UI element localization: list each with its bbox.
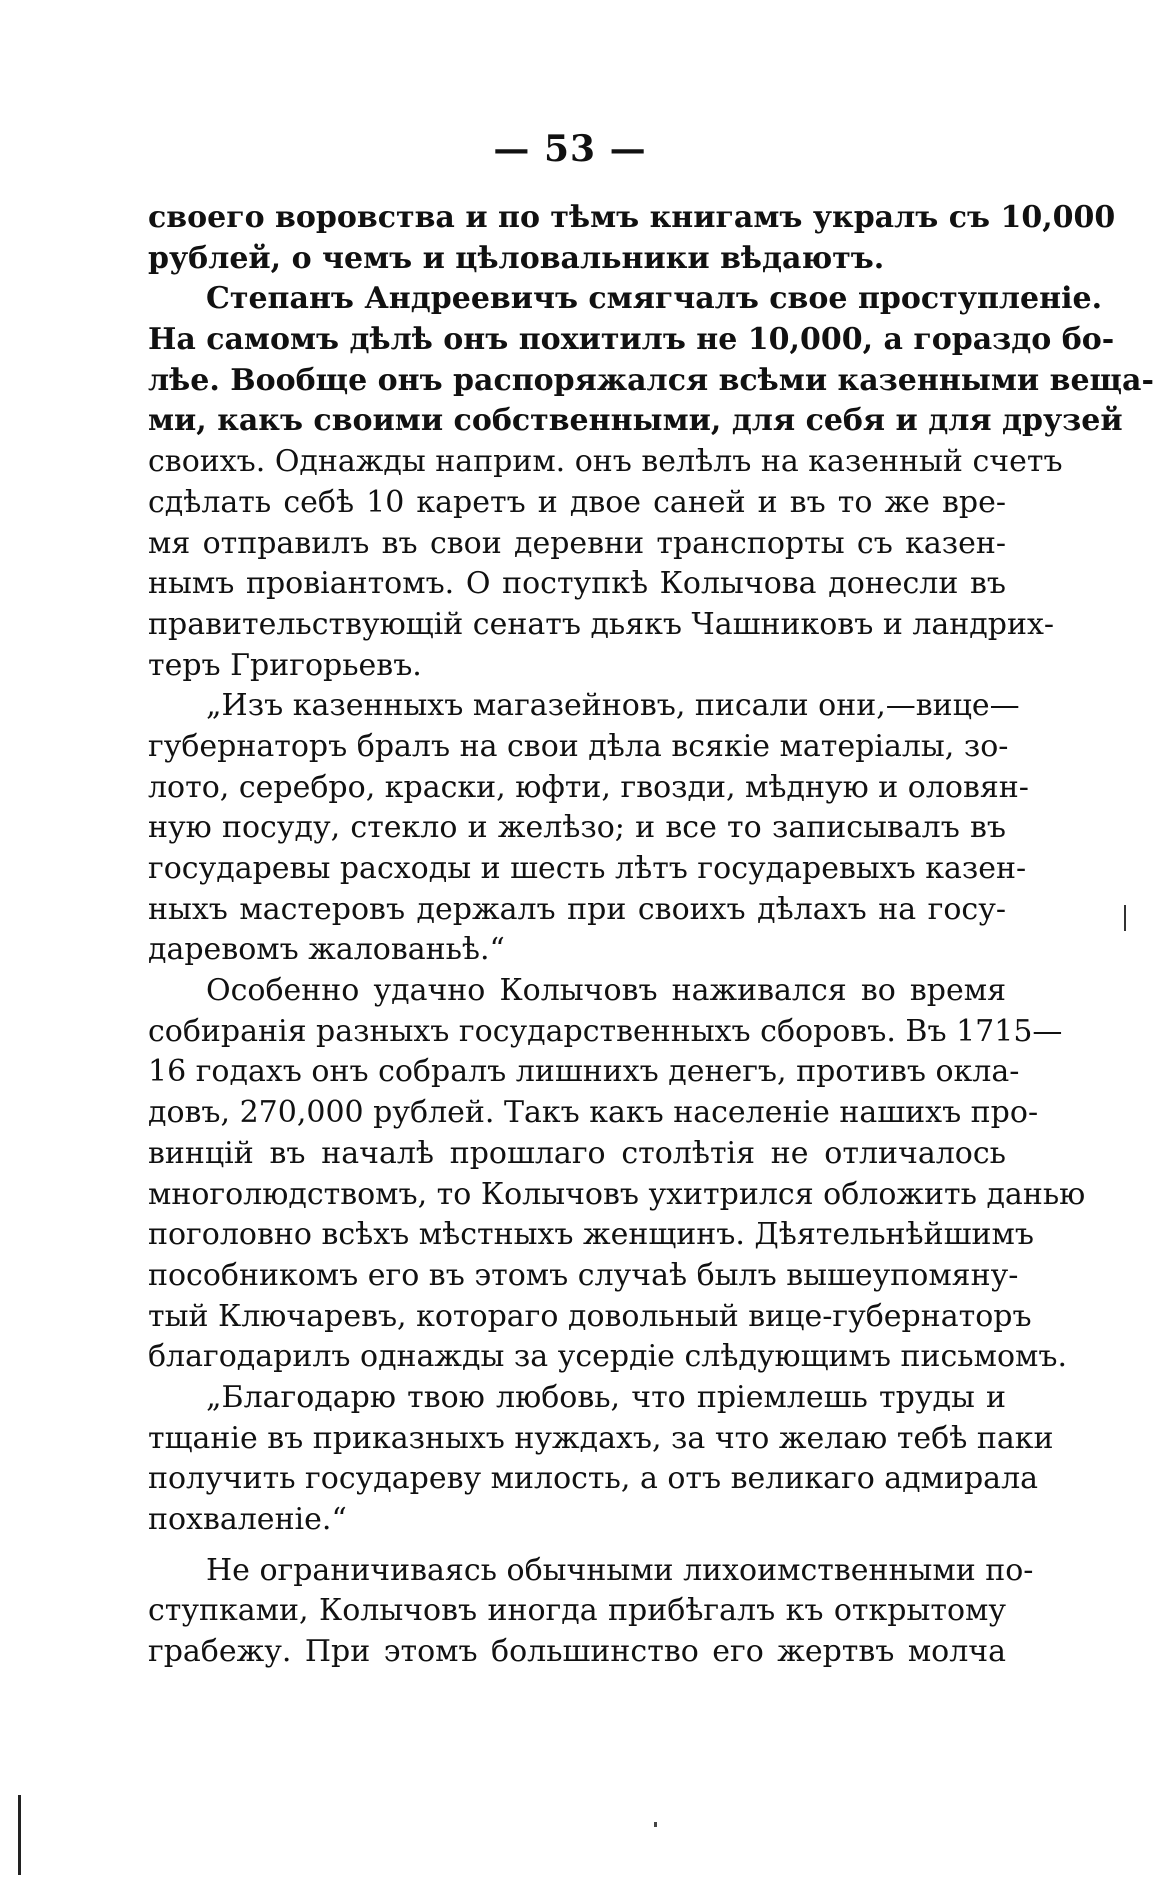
scan-mark bbox=[1124, 905, 1126, 931]
text-line: мя отправилъ въ свои деревни транспорты съ казен- bbox=[148, 525, 1006, 561]
scan-speck bbox=[654, 1822, 657, 1827]
text-line: нымъ провіантомъ. О поступкѣ Колычова донесли въ bbox=[148, 566, 1006, 602]
text-line: тый Ключаревъ, котораго довольный вице-губернаторъ bbox=[148, 1298, 1032, 1334]
text-line: своего воровства и по тѣмъ книгамъ укралъ съ 10,000 bbox=[148, 200, 1116, 235]
text-line: теръ Григорьевъ. bbox=[148, 647, 422, 683]
text-line: сдѣлать себѣ 10 каретъ и двое саней и въ то же вре- bbox=[148, 484, 1006, 520]
text-line: даревомъ жалованьѣ.“ bbox=[148, 932, 505, 968]
text-line: грабежу. При этомъ большинство его жертвъ молча bbox=[148, 1634, 1006, 1670]
body-text bbox=[148, 198, 1154, 1673]
text-line: лѣе. Вообще онъ распоряжался всѣми казенными веща- bbox=[148, 362, 1154, 398]
text-line: лото, серебро, краски, юфти, гвозди, мѣдную и оловян- bbox=[148, 769, 1029, 805]
text-line: ныхъ мастеровъ держалъ при своихъ дѣлахъ на госу- bbox=[148, 891, 1006, 927]
text-line: губернаторъ бралъ на свои дѣла всякіе матеріалы, зо- bbox=[148, 728, 1009, 764]
text-line: пособникомъ его въ этомъ случаѣ былъ вышеупомяну- bbox=[148, 1257, 1019, 1293]
page-number: — 53 — bbox=[493, 128, 647, 170]
text-line: „Благодарю твою любовь, что пріемлешь труды и bbox=[206, 1379, 1006, 1415]
text-line: получить государеву милость, а отъ великаго адмирала bbox=[148, 1461, 1039, 1497]
text-line: многолюдствомъ, то Колычовъ ухитрился обложить данью bbox=[148, 1176, 1086, 1212]
text-line: ступками, Колычовъ иногда прибѣгалъ къ открытому bbox=[148, 1593, 1006, 1629]
text-line: поголовно всѣхъ мѣстныхъ женщинъ. Дѣятельнѣйшимъ bbox=[148, 1217, 1034, 1253]
text-line: винцій въ началѣ прошлаго столѣтія не отличалось bbox=[148, 1135, 1006, 1171]
text-line: довъ, 270,000 рублей. Такъ какъ населеніе нашихъ про- bbox=[148, 1095, 1039, 1131]
text-line: похваленіе.“ bbox=[148, 1502, 347, 1537]
text-line: тщаніе въ приказныхъ нуждахъ, за что желаю тебѣ паки bbox=[148, 1420, 1054, 1456]
text-line: государевы расходы и шесть лѣтъ государевыхъ казен- bbox=[148, 851, 1027, 886]
text-line: благодарилъ однажды за усердіе слѣдующимъ письмомъ. bbox=[148, 1339, 1067, 1375]
text-line: ми, какъ своими собственными, для себя и для друзей bbox=[148, 403, 1123, 439]
text-line: собиранія разныхъ государственныхъ сборовъ. Въ 1715— bbox=[148, 1013, 1063, 1049]
text-line: правительствующій сенатъ дьякъ Чашниковъ и ландрих- bbox=[148, 606, 1055, 642]
scan-edge-mark bbox=[18, 1795, 21, 1875]
text-line: 16 годахъ онъ собралъ лишнихъ денегъ, противъ окла- bbox=[148, 1054, 1020, 1090]
text-line: На самомъ дѣлѣ онъ похитилъ не 10,000, а гораздо бо- bbox=[148, 322, 1115, 358]
text-line: Не ограничиваясь обычными лихоимственными по- bbox=[206, 1552, 1034, 1588]
text-line: Особенно удачно Колычовъ наживался во время bbox=[206, 973, 1006, 1009]
text-line: Степанъ Андреевичъ смягчалъ свое проступленіе. bbox=[206, 281, 1103, 317]
text-line: рублей, о чемъ и цѣловальники вѣдаютъ. bbox=[148, 240, 885, 276]
text-line: „Изъ казенныхъ магазейновъ, писали они,—вице— bbox=[206, 688, 1020, 724]
text-line: своихъ. Однажды наприм. онъ велѣлъ на казенный счетъ bbox=[148, 444, 1063, 480]
text-line: ную посуду, стекло и желѣзо; и все то записывалъ въ bbox=[148, 810, 1006, 846]
